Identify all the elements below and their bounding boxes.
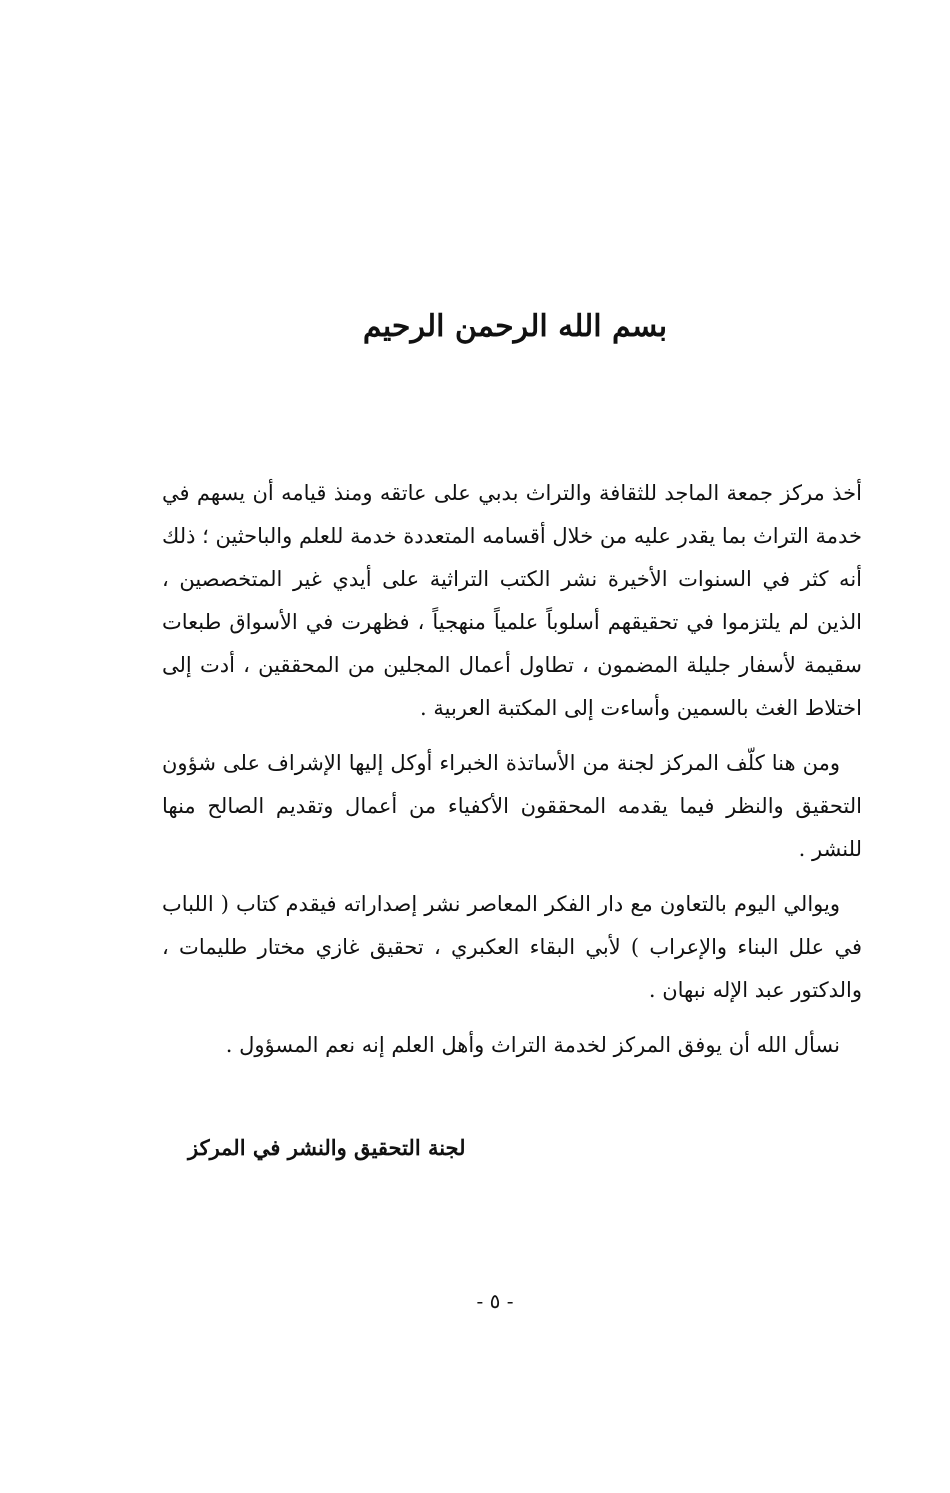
preface-body	[162, 472, 862, 1079]
paragraph-intro: أخذ مركز جمعة الماجد للثقافة والتراث بدبي على عاتقه ومنذ قيامه أن يسهم في خدمة التراث بما يقدر عليه من خلال أقسامه المتعددة خدمة للعلم والباحثين ؛ ذلك أنه كثر في السنوات الأخيرة نشر الكتب التراثية على أيدي غير المتخصصين ، الذين لم يلتزموا في تحقيقهم أسلوباً علمياً منهجياً ، فظهرت في الأسواق طبعات سقيمة لأسفار جليلة المضمون ، تطاول أعمال المجلين من المحققين ، أدت إلى اختلاط الغث بالسمين وأساءت إلى المكتبة العربية .	[162, 481, 862, 720]
committee-signature: لجنة التحقيق والنشر في المركز	[188, 1135, 466, 1160]
page-number: - ٥ -	[476, 1289, 514, 1313]
basmala-heading: بسم الله الرحمن الرحيم	[362, 309, 668, 344]
paragraph-prayer: نسأل الله أن يوفق المركز لخدمة التراث وأهل العلم إنه نعم المسؤول .	[225, 1033, 840, 1057]
paragraph-publication: ويوالي اليوم بالتعاون مع دار الفكر المعاصر نشر إصداراته فيقدم كتاب ( اللباب في علل البناء والإعراب ) لأبي البقاء العكبري ، تحقيق غازي مختار طليمات ، والدكتور عبد الإله نبهان .	[162, 892, 862, 1002]
paragraph-committee: ومن هنا كلّف المركز لجنة من الأساتذة الخبراء أوكل إليها الإشراف على شؤون التحقيق والنظر فيما يقدمه المحققون الأكفياء من أعمال وتقديم الصالح منها للنشر .	[162, 751, 862, 861]
